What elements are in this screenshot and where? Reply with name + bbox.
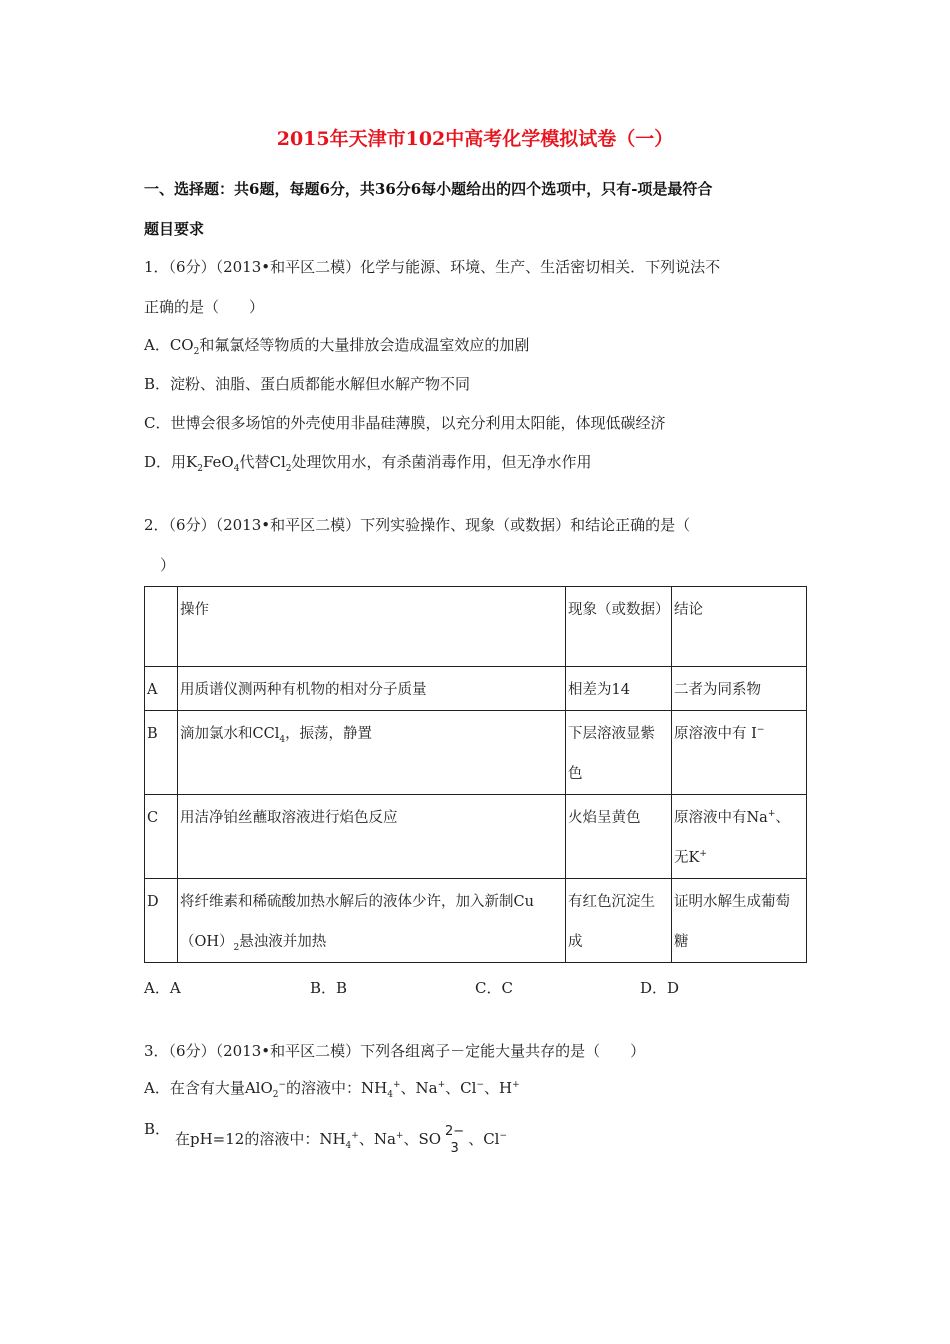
row-label: D bbox=[145, 879, 178, 963]
q1-stem-line2: 正确的是（ ） bbox=[144, 298, 265, 316]
row-conclusion: 证明水解生成葡萄糖 bbox=[672, 879, 807, 963]
section-heading-line1: 一、选择题：共6题，每题6分，共36分6每小题给出的四个选项中，只有-项是最符合 bbox=[144, 180, 713, 198]
row-conclusion bbox=[672, 795, 807, 879]
q3-b-sup: + bbox=[351, 1131, 359, 1141]
row-phenomenon: 火焰呈黄色 bbox=[566, 795, 672, 879]
q3-a-rest: 、Na bbox=[400, 1079, 438, 1097]
q1-stem-line1: 1．（6分）（2013•和平区二模）化学与能源、环境、生产、生活密切相关．下列说法不 bbox=[144, 258, 721, 276]
section-heading-line2: 题目要求 bbox=[144, 220, 205, 238]
q3-b-sup3: − bbox=[499, 1131, 508, 1141]
experiment-table bbox=[144, 586, 807, 963]
q2-option-a: A．A bbox=[144, 979, 181, 997]
row-conclusion: 二者为同系物 bbox=[672, 667, 807, 711]
q1-option-d bbox=[144, 451, 592, 472]
q3-a-sup3: + bbox=[437, 1080, 446, 1090]
q1-option-b: B．淀粉、油脂、蛋白质都能水解但水解产物不同 bbox=[144, 375, 471, 393]
row-operation bbox=[178, 879, 566, 963]
row-operation: 用质谱仪测两种有机物的相对分子质量 bbox=[178, 667, 566, 711]
q3-a-rest3: 、H bbox=[484, 1079, 513, 1097]
q3-option-b-label: B． bbox=[144, 1120, 171, 1138]
q3-b-sub: 4 bbox=[345, 1141, 352, 1151]
q3-a-sup5: + bbox=[512, 1080, 520, 1090]
q3-b-mid: 、Na bbox=[358, 1130, 396, 1148]
q1-d-pre: D．用K bbox=[144, 453, 198, 471]
q1-d-sub2: 4 bbox=[233, 464, 240, 474]
q3-a-sup4: − bbox=[476, 1080, 484, 1090]
op-sub: 2 bbox=[233, 942, 240, 953]
table-row bbox=[145, 667, 807, 711]
q3-option-b bbox=[175, 1123, 507, 1157]
q2-option-d: D．D bbox=[640, 979, 680, 997]
q1-a-sub: 2 bbox=[193, 347, 200, 357]
q2-option-c: C．C bbox=[475, 979, 513, 997]
concl-pre: 原溶液中有 I bbox=[674, 726, 757, 742]
op-1: 将纤维素和稀硫酸加热水解后的液体少许，加入新制Cu（OH） bbox=[180, 894, 534, 950]
op-post: 悬浊液并加热 bbox=[239, 934, 327, 950]
q3-option-a bbox=[144, 1077, 520, 1098]
header-cell-label bbox=[145, 587, 178, 667]
fraction-bottom: 3 bbox=[450, 1141, 459, 1156]
table-row bbox=[145, 795, 807, 879]
concl-pre: 原溶液中有Na bbox=[674, 810, 768, 826]
q1-option-c: C．世博会很多场馆的外壳使用非晶硅薄膜，以充分利用太阳能，体现低碳经济 bbox=[144, 414, 666, 432]
table-row bbox=[145, 879, 807, 963]
q1-a-pre: A．CO bbox=[144, 336, 194, 354]
q3-stem: 3．（6分）（2013•和平区二模）下列各组离子－定能大量共存的是（ ） bbox=[144, 1042, 646, 1060]
fraction-top: 2− bbox=[445, 1124, 465, 1139]
row-label: B bbox=[145, 711, 178, 795]
q3-a-sub: 2 bbox=[272, 1090, 279, 1100]
q3-b-sup2: + bbox=[395, 1131, 404, 1141]
row-label: A bbox=[145, 667, 178, 711]
q2-option-b: B．B bbox=[310, 979, 348, 997]
q3-b-post: 、Cl bbox=[468, 1130, 500, 1148]
row-conclusion bbox=[672, 711, 807, 795]
q1-a-post: 和氟氯烃等物质的大量排放会造成温室效应的加剧 bbox=[199, 336, 530, 354]
q2-stem-line1: 2．（6分）（2013•和平区二模）下列实验操作、现象（或数据）和结论正确的是（ bbox=[144, 516, 691, 534]
concl-mid: 、无K bbox=[674, 810, 790, 866]
row-operation: 用洁净铂丝蘸取溶液进行焰色反应 bbox=[178, 795, 566, 879]
sulfite-charge-fraction bbox=[445, 1123, 464, 1157]
q1-d-post: 处理饮用水，有杀菌消毒作用，但无净水作用 bbox=[291, 453, 592, 471]
q3-b-pre: 在pH=12的溶液中：NH bbox=[175, 1130, 346, 1148]
op-pre: 滴加氯水和CCl bbox=[180, 726, 280, 742]
q1-d-sub1: 2 bbox=[197, 464, 203, 474]
header-cell-conclusion: 结论 bbox=[672, 587, 807, 667]
table-row bbox=[145, 711, 807, 795]
concl-sup: − bbox=[756, 725, 765, 736]
q2-stem-line2: ） bbox=[160, 556, 176, 574]
header-cell-phenomenon: 现象（或数据） bbox=[566, 587, 672, 667]
q3-a-sup: − bbox=[278, 1080, 287, 1090]
op-sub: 4 bbox=[279, 734, 286, 745]
row-operation bbox=[178, 711, 566, 795]
q3-b-mid2: 、SO bbox=[403, 1130, 442, 1148]
q3-a-sup2: + bbox=[393, 1080, 401, 1090]
q1-d-mid1: FeO bbox=[202, 453, 234, 471]
q3-a-pre: A．在含有大量AlO bbox=[144, 1079, 273, 1097]
q3-a-rest2: 、Cl bbox=[445, 1079, 477, 1097]
op-post: ，振荡，静置 bbox=[285, 726, 373, 742]
header-cell-operation: 操作 bbox=[178, 587, 566, 667]
page-title: 2015年天津市102中高考化学模拟试卷（一） bbox=[276, 128, 674, 150]
row-phenomenon: 有红色沉淀生成 bbox=[566, 879, 672, 963]
row-label: C bbox=[145, 795, 178, 879]
q1-d-sub3: 2 bbox=[285, 464, 292, 474]
row-phenomenon: 相差为14 bbox=[566, 667, 672, 711]
concl-sup: + bbox=[767, 809, 776, 820]
row-phenomenon: 下层溶液显紫色 bbox=[566, 711, 672, 795]
q1-d-mid2: 代替Cl bbox=[239, 453, 286, 471]
q1-option-a bbox=[144, 334, 529, 355]
q3-a-post: 的溶液中：NH bbox=[286, 1079, 388, 1097]
q3-a-sub2: 4 bbox=[387, 1090, 393, 1100]
concl-sup: + bbox=[699, 849, 707, 860]
table-header-row bbox=[145, 587, 807, 667]
